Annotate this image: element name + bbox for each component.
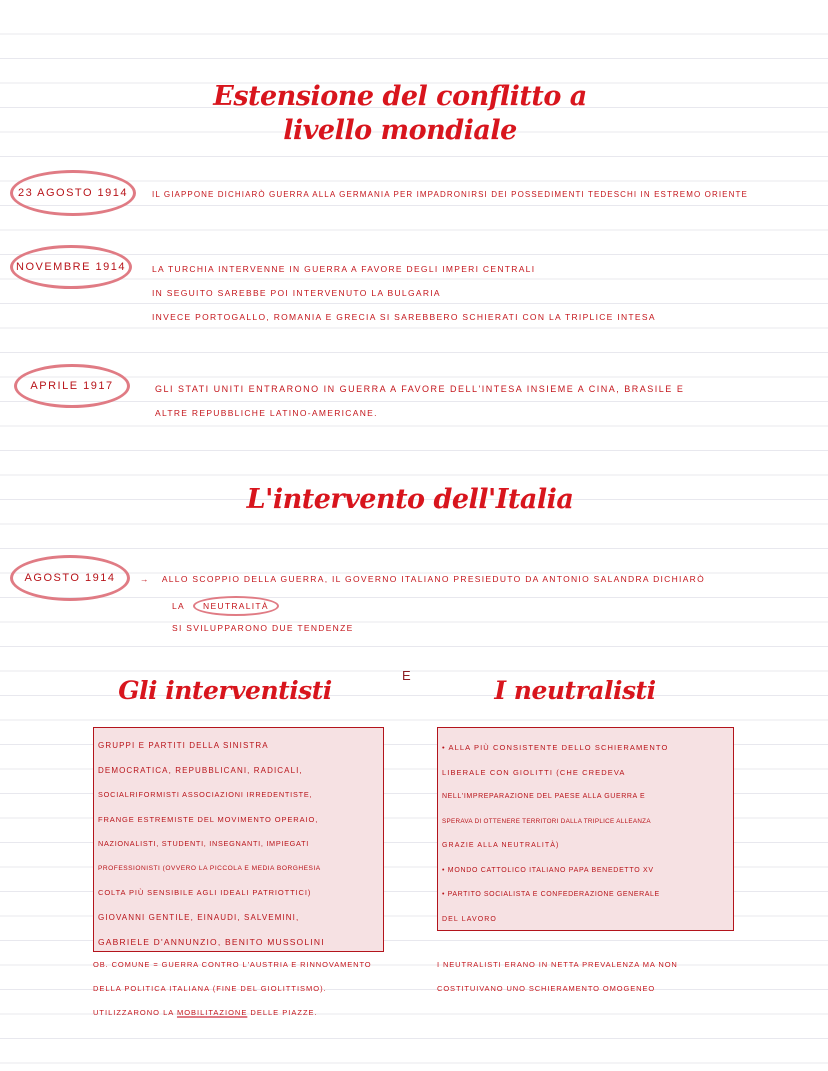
neutralisti-line: DEL LAVORO: [442, 915, 497, 923]
date-badge-3: APRILE 1917: [14, 364, 130, 408]
page-title-line-2: livello mondiale: [283, 115, 517, 146]
interventisti-title: Gli interventisti: [118, 676, 332, 705]
after-3-pre: UTILIZZARONO LA: [93, 1008, 174, 1017]
interventisti-line: GABRIELE D'ANNUNZIO, BENITO MUSSOLINI: [98, 937, 325, 947]
neutralisti-line: NELL'IMPREPARAZIONE DEL PAESE ALLA GUERRA E: [442, 793, 646, 800]
neutralita-circled: NEUTRALITÀ: [193, 596, 279, 616]
neutralisti-after-2: COSTITUIVANO UNO SCHIERAMENTO OMOGENEO: [437, 984, 656, 993]
interventisti-after-1: OB. COMUNE = GUERRA CONTRO L'AUSTRIA E RINNOVAMENTO: [93, 960, 372, 969]
interventisti-line: SOCIALRIFORMISTI ASSOCIAZIONI IRREDENTISTE,: [98, 790, 313, 799]
interventisti-after-2: DELLA POLITICA ITALIANA (FINE DEL GIOLITTISMO).: [93, 984, 327, 993]
interventisti-line: DEMOCRATICA, REPUBBLICANI, RADICALI,: [98, 765, 303, 775]
date-badge-italia: AGOSTO 1914: [10, 555, 130, 601]
italia-line-3: SI SVILUPPARONO DUE TENDENZE: [172, 623, 354, 633]
neutralisti-line: SPERAVA DI OTTENERE TERRITORI DALLA TRIPLICE ALLEANZA: [442, 817, 651, 825]
page-title-line-1: Estensione del conflitto a: [213, 81, 587, 112]
date-badge-1: 23 AGOSTO 1914: [10, 170, 136, 216]
ampersand: E: [402, 668, 411, 683]
event-3-line-1: GLI STATI UNITI ENTRARONO IN GUERRA A FAVORE DELL'INTESA INSIEME A CINA, BRASILE E: [155, 384, 685, 394]
italia-la: LA: [172, 601, 185, 611]
neutralisti-line: GRAZIE ALLA NEUTRALITÀ): [442, 842, 560, 849]
neutralisti-line: • ALLA PIÙ CONSISTENTE DELLO SCHIERAMENTO: [442, 743, 669, 752]
mobilitazione-underlined: MOBILITAZIONE: [176, 1008, 248, 1017]
italia-line-2: [172, 596, 279, 616]
interventisti-line: GIOVANNI GENTILE, EINAUDI, SALVEMINI,: [98, 912, 300, 922]
neutralisti-line: LIBERALE CON GIOLITTI (CHE CREDEVA: [442, 767, 626, 777]
interventisti-line: NAZIONALISTI, STUDENTI, INSEGNANTI, IMPIEGATI: [98, 839, 309, 848]
interventisti-line: COLTA PIÙ SENSIBILE AGLI IDEALI PATRIOTTICI): [98, 888, 312, 897]
event-2-line-1: LA TURCHIA INTERVENNE IN GUERRA A FAVORE DEGLI IMPERI CENTRALI: [152, 264, 536, 274]
after-3-post: DELLE PIAZZE.: [250, 1008, 318, 1017]
page-title: [200, 80, 600, 148]
arrow-right-icon: →: [140, 574, 150, 584]
italia-line-1-text: ALLO SCOPPIO DELLA GUERRA, IL GOVERNO ITALIANO PRESIEDUTO DA ANTONIO SALANDRA DICHIARÒ: [161, 574, 706, 584]
interventisti-line: FRANGE ESTREMISTE DEL MOVIMENTO OPERAIO,: [98, 814, 319, 824]
interventisti-line: GRUPPI E PARTITI DELLA SINISTRA: [98, 741, 269, 750]
interventisti-box: [93, 727, 384, 952]
date-badge-2: NOVEMBRE 1914: [10, 245, 132, 289]
neutralisti-title: I neutralisti: [494, 676, 656, 705]
event-2-line-2: IN SEGUITO SAREBBE POI INTERVENUTO LA BULGARIA: [152, 288, 441, 298]
interventisti-after-3: [93, 1008, 318, 1017]
neutralisti-box: [437, 727, 734, 931]
neutralisti-line: • PARTITO SOCIALISTA E CONFEDERAZIONE GENERALE: [442, 891, 660, 898]
section-title-italia: L'intervento dell'Italia: [246, 484, 574, 515]
neutralisti-after-1: I NEUTRALISTI ERANO IN NETTA PREVALENZA MA NON: [437, 960, 678, 969]
interventisti-line: PROFESSIONISTI (OVVERO LA PICCOLA E MEDIA BORGHESIA: [98, 864, 321, 872]
interventisti-list: [94, 740, 383, 961]
neutralisti-line: • MONDO CATTOLICO ITALIANO PAPA BENEDETTO XV: [442, 866, 654, 874]
event-2-line-3: INVECE PORTOGALLO, ROMANIA E GRECIA SI SAREBBERO SCHIERATI CON LA TRIPLICE INTESA: [152, 312, 656, 322]
event-1-text: IL GIAPPONE DICHIARÒ GUERRA ALLA GERMANIA PER IMPADRONIRSI DEI POSSEDIMENTI TEDESCHI IN ESTREMO ORIENTE: [152, 190, 748, 199]
neutralisti-list: [438, 742, 733, 938]
italia-line-1: [140, 574, 705, 584]
event-3-line-2: ALTRE REPUBBLICHE LATINO-AMERICANE.: [155, 408, 378, 418]
